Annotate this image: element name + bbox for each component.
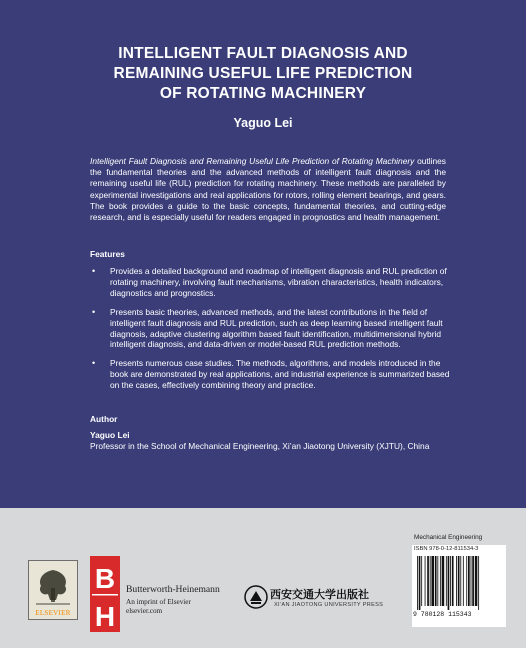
features-heading: Features bbox=[90, 249, 125, 259]
features-list bbox=[90, 266, 450, 399]
author-name: Yaguo Lei bbox=[233, 116, 293, 130]
bullet-icon: • bbox=[92, 306, 96, 317]
subject-category: Mechanical Engineering bbox=[414, 534, 483, 541]
bh-letter-b: B bbox=[94, 563, 116, 594]
barcode-digits: 9 780128 115343 bbox=[413, 611, 472, 618]
isbn-text: ISBN 978-0-12-811534-3 bbox=[414, 546, 479, 552]
bullet-icon: • bbox=[92, 266, 96, 276]
title-line: INTELLIGENT FAULT DIAGNOSIS AND bbox=[118, 45, 408, 62]
feature-text: Presents basic theories, advanced methods, and the latest contributions in the field of intelligent fault diagnosis and RUL prediction, such as deep learning based intelligent fault diagnosis, adaptive clustering algorithm based fault identification, multidimensional hybrid intelligent diagnosis, and data-driven or model-based RUL prediction methods. bbox=[110, 306, 443, 350]
feature-item bbox=[90, 307, 450, 351]
barcode-icon bbox=[417, 556, 501, 610]
description-italic-title: Intelligent Fault Diagnosis and Remaining Useful Life Prediction of Rotating Machinery bbox=[90, 156, 415, 166]
author-bio bbox=[90, 430, 450, 452]
description-body: outlines the fundamental theories and the advanced methods of intelligent fault diagnosis and the remaining useful life (RUL) prediction for rotating machinery. These methods are paralleled by experimental investigations and real applications for rotors, rolling element bearings, and gears. The book provides a guide to the basic concepts, fundamental theories, and cutting-edge research, and is especially useful for readers engaged in prognostics and health management. bbox=[90, 156, 446, 223]
author-bio-text: Professor in the School of Mechanical Engineering, Xi’an Jiaotong University (XJTU), China bbox=[90, 441, 430, 452]
book-description bbox=[90, 156, 446, 223]
feature-text: Presents numerous case studies. The methods, algorithms, and models introduced in the book are demonstrated by real applications, and industrial experience is summarized based on the cases, effectively combining theory and practice. bbox=[110, 358, 450, 391]
feature-text: Provides a detailed background and roadmap of intelligent diagnosis and RUL prediction of rotating machinery, involving fault mechanisms, vibration characteristics, health indicators, diagnostics and prognostics. bbox=[110, 266, 447, 298]
imprint-text: An imprint of Elsevier bbox=[126, 598, 191, 606]
butterworth-heinemann-logo bbox=[90, 556, 120, 632]
xjtu-press-english-name: XI’AN JIAOTONG UNIVERSITY PRESS bbox=[274, 602, 384, 608]
feature-item bbox=[90, 266, 450, 299]
publisher-name: Butterworth-Heinemann bbox=[126, 584, 220, 595]
elsevier-logo bbox=[28, 560, 78, 620]
feature-item bbox=[90, 358, 450, 391]
author-bio-name: Yaguo Lei bbox=[90, 430, 130, 440]
xjtu-press-chinese-name: 西安交通大学出版社 bbox=[270, 588, 369, 601]
isbn-barcode bbox=[412, 545, 506, 627]
xjtu-emblem-icon bbox=[244, 585, 268, 609]
book-title bbox=[40, 44, 486, 104]
author-heading: Author bbox=[90, 414, 118, 424]
publisher-website: elsevier.com bbox=[126, 607, 163, 615]
title-line: OF ROTATING MACHINERY bbox=[159, 85, 367, 102]
publisher-text bbox=[126, 584, 220, 616]
elsevier-tree-icon bbox=[32, 564, 74, 606]
title-line: REMAINING USEFUL LIFE PREDICTION bbox=[113, 65, 413, 82]
elsevier-label: ELSEVIER bbox=[35, 609, 71, 617]
publisher-footer bbox=[0, 508, 526, 648]
bh-letter-h: H bbox=[94, 601, 116, 632]
bullet-icon: • bbox=[92, 358, 96, 369]
